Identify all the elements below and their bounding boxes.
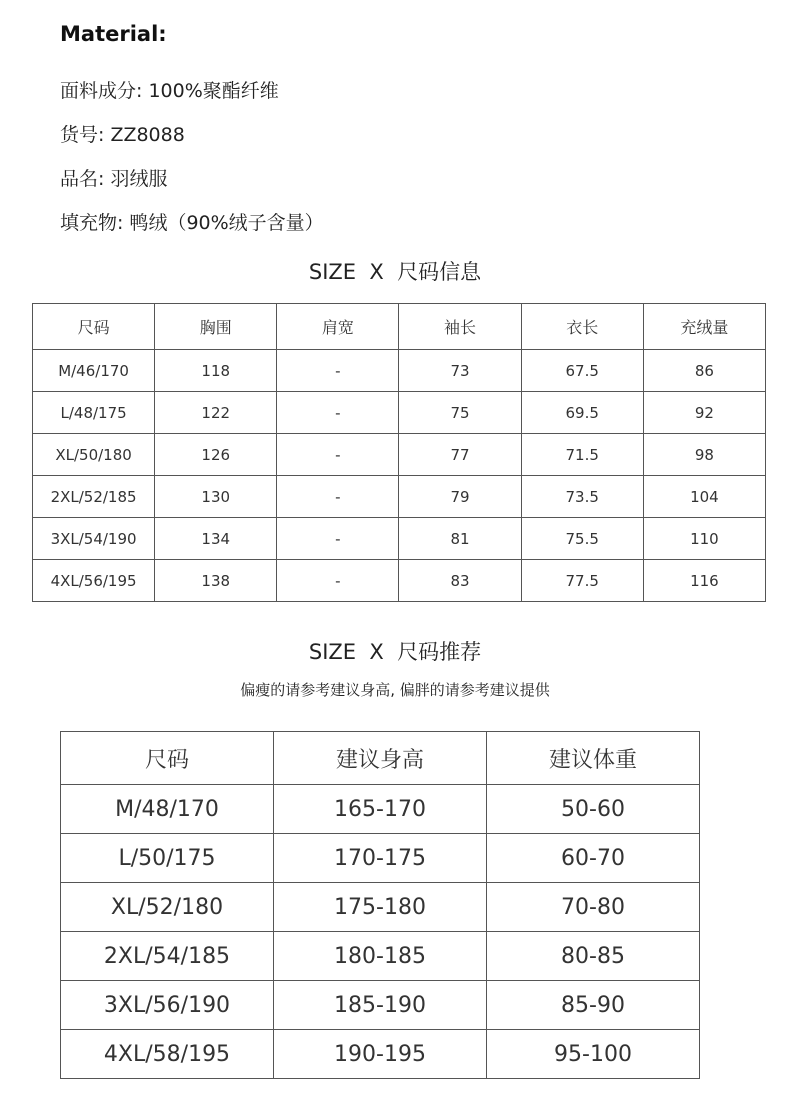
size-info-cell: -	[277, 392, 399, 434]
size-recommend-header-cell: 建议身高	[274, 732, 487, 785]
size-recommend-cell: 95-100	[487, 1030, 700, 1079]
size-info-cell: 3XL/54/190	[33, 518, 155, 560]
size-recommend-cell: 85-90	[487, 981, 700, 1030]
material-filling: 填充物: 鸭绒（90%绒子含量）	[60, 212, 324, 234]
size-recommend-row	[61, 834, 700, 883]
size-info-cell: 67.5	[521, 350, 643, 392]
size-info-cell: 126	[155, 434, 277, 476]
size-info-cell: 2XL/52/185	[33, 476, 155, 518]
size-info-cell: 83	[399, 560, 521, 602]
size-info-cell: -	[277, 350, 399, 392]
size-info-cell: 130	[155, 476, 277, 518]
size-recommend-row	[61, 981, 700, 1030]
size-info-cell: 98	[643, 434, 765, 476]
size-recommend-cell: 80-85	[487, 932, 700, 981]
size-recommend-cell: 4XL/58/195	[61, 1030, 274, 1079]
size-info-table	[32, 303, 766, 602]
size-recommend-cell: M/48/170	[61, 785, 274, 834]
size-info-row	[33, 476, 766, 518]
size-info-cell: -	[277, 518, 399, 560]
size-info-cell: 79	[399, 476, 521, 518]
size-info-cell: -	[277, 476, 399, 518]
size-recommend-cell: XL/52/180	[61, 883, 274, 932]
size-recommend-header-cell: 尺码	[61, 732, 274, 785]
size-info-cell: 92	[643, 392, 765, 434]
size-info-cell: 73.5	[521, 476, 643, 518]
size-recommend-cell: 60-70	[487, 834, 700, 883]
material-item-number: 货号: ZZ8088	[60, 124, 185, 146]
size-info-header-cell: 充绒量	[643, 304, 765, 350]
size-info-cell: 75	[399, 392, 521, 434]
size-info-cell: 86	[643, 350, 765, 392]
size-info-row	[33, 392, 766, 434]
size-info-cell: 122	[155, 392, 277, 434]
size-info-cell: 110	[643, 518, 765, 560]
size-recommend-cell: 3XL/56/190	[61, 981, 274, 1030]
material-heading: Material:	[60, 22, 167, 46]
size-recommend-body	[61, 785, 700, 1079]
size-recommend-cell: 175-180	[274, 883, 487, 932]
size-info-cell: 104	[643, 476, 765, 518]
size-info-cell: 118	[155, 350, 277, 392]
size-info-header-cell: 尺码	[33, 304, 155, 350]
size-info-row	[33, 350, 766, 392]
size-recommend-table	[60, 731, 700, 1079]
size-recommend-header-cell: 建议体重	[487, 732, 700, 785]
size-info-cell: 73	[399, 350, 521, 392]
size-info-cell: 77.5	[521, 560, 643, 602]
size-info-cell: 138	[155, 560, 277, 602]
material-product-name: 品名: 羽绒服	[60, 168, 168, 190]
size-info-cell: 71.5	[521, 434, 643, 476]
size-info-cell: XL/50/180	[33, 434, 155, 476]
size-info-cell: -	[277, 560, 399, 602]
size-info-row	[33, 434, 766, 476]
size-recommend-row	[61, 1030, 700, 1079]
size-info-row	[33, 518, 766, 560]
size-info-cell: 81	[399, 518, 521, 560]
size-recommend-cell: 70-80	[487, 883, 700, 932]
size-recommend-cell: 2XL/54/185	[61, 932, 274, 981]
size-recommend-cell: 50-60	[487, 785, 700, 834]
size-info-header-row	[33, 304, 766, 350]
size-info-cell: 75.5	[521, 518, 643, 560]
size-info-cell: 69.5	[521, 392, 643, 434]
size-recommend-note: 偏瘦的请参考建议身高, 偏胖的请参考建议提供	[240, 681, 550, 699]
size-info-body	[33, 350, 766, 602]
size-recommend-row	[61, 785, 700, 834]
size-info-cell: 134	[155, 518, 277, 560]
size-info-cell: 4XL/56/195	[33, 560, 155, 602]
size-info-header-cell: 袖长	[399, 304, 521, 350]
size-info-header-cell: 衣长	[521, 304, 643, 350]
size-recommend-cell: 180-185	[274, 932, 487, 981]
size-info-cell: 77	[399, 434, 521, 476]
size-info-cell: -	[277, 434, 399, 476]
size-recommend-cell: 165-170	[274, 785, 487, 834]
size-recommend-row	[61, 883, 700, 932]
size-info-cell: M/46/170	[33, 350, 155, 392]
material-fabric: 面料成分: 100%聚酯纤维	[60, 80, 279, 102]
size-recommend-row	[61, 932, 700, 981]
size-recommend-header-row	[61, 732, 700, 785]
size-info-header-cell: 肩宽	[277, 304, 399, 350]
size-recommend-title: SIZE X 尺码推荐	[308, 640, 482, 664]
size-info-header-cell: 胸围	[155, 304, 277, 350]
size-recommend-cell: 190-195	[274, 1030, 487, 1079]
size-recommend-cell: L/50/175	[61, 834, 274, 883]
size-info-title: SIZE X 尺码信息	[308, 260, 482, 284]
size-info-cell: L/48/175	[33, 392, 155, 434]
size-recommend-cell: 170-175	[274, 834, 487, 883]
size-info-row	[33, 560, 766, 602]
size-info-cell: 116	[643, 560, 765, 602]
size-recommend-cell: 185-190	[274, 981, 487, 1030]
